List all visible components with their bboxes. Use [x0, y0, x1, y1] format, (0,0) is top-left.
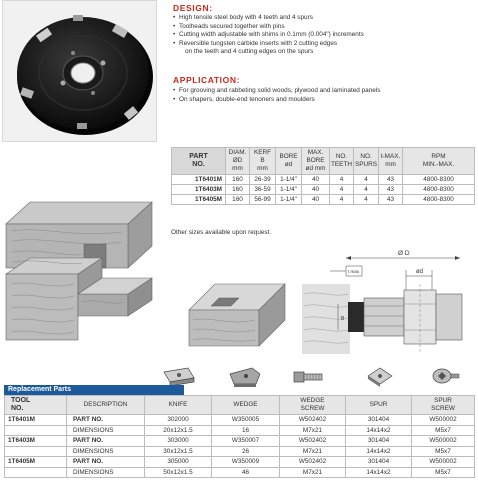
rp-cell: 14x14x2 — [346, 425, 412, 436]
spec-header-row — [172, 148, 475, 175]
spec-cell: 56-99 — [250, 195, 276, 205]
wedge-screw-icon — [290, 364, 330, 388]
spec-cell: 4 — [330, 185, 354, 195]
rp-header-wedge: WEDGE — [212, 396, 280, 415]
dim-b-label: B — [341, 316, 345, 322]
spec-cell-part: 1T6405M — [172, 195, 226, 205]
design-bullet: • High tensile steel body with 4 teeth and 4 spurs — [173, 14, 473, 23]
product-photo — [2, 0, 157, 142]
rp-label-cell: PART NO. — [67, 436, 145, 447]
spec-cell: 4800-8300 — [403, 195, 475, 205]
spec-cell: 160 — [226, 195, 250, 205]
sizes-note: Other sizes available upon request. — [171, 229, 272, 236]
rp-cell: 26 — [212, 446, 280, 457]
spec-cell: 4 — [330, 175, 354, 185]
spec-header-rpm: RPM MIN.-MAX. — [403, 148, 475, 175]
rp-cell: W500002 — [412, 415, 475, 426]
spec-cell: 43 — [379, 185, 403, 195]
rp-tool-cell-empty — [5, 425, 67, 436]
spec-cell: 4800-8300 — [403, 175, 475, 185]
spec-cell-part: 1T6403M — [172, 185, 226, 195]
rp-cell: 302000 — [145, 415, 212, 426]
design-bullet: • Cutting width adjustable with shims in 0.1mm (0.004") increments — [173, 31, 473, 40]
spec-header-max-bore: MAX. BORE ød mm — [302, 148, 330, 175]
rp-header-row — [5, 396, 475, 415]
spec-cell: 1-1/4" — [276, 195, 302, 205]
rp-tool-cell: 1T6405M — [5, 457, 67, 468]
rp-cell: M7x21 — [280, 446, 346, 457]
rp-cell: W502402 — [280, 415, 346, 426]
rp-cell: W350005 — [212, 415, 280, 426]
spec-row — [172, 195, 475, 205]
rp-header-wedge-screw: WEDGE SCREW — [280, 396, 346, 415]
spec-row — [172, 175, 475, 185]
rp-cell: 20x12x1.5 — [145, 425, 212, 436]
spec-cell: 1-1/4" — [276, 185, 302, 195]
spec-header-tmax: t-MAX. mm — [379, 148, 403, 175]
rp-cell: M5x7 — [412, 446, 475, 457]
rp-label-cell: DIMENSIONS — [67, 446, 145, 457]
design-bullet-continuation: on the teeth and 4 cutting edges on the spurs — [185, 48, 314, 56]
rp-row — [5, 436, 475, 447]
spec-header-bore: BORE ød — [276, 148, 302, 175]
design-bullet: • Toolheads secured together with pins — [173, 23, 473, 32]
spec-header-spurs: NO. SPURS — [354, 148, 379, 175]
spec-header-kerf: KERF B mm — [250, 148, 276, 175]
application-bullet: • On shapers, double-end tenoners and moulders — [173, 96, 473, 105]
spec-row — [172, 185, 475, 195]
spec-cell: 160 — [226, 175, 250, 185]
rp-cell: 46 — [212, 467, 280, 478]
design-heading: DESIGN: — [173, 3, 213, 13]
rp-cell: 303000 — [145, 436, 212, 447]
rp-row — [5, 467, 475, 478]
rp-header-spur: SPUR — [346, 396, 412, 415]
rp-row — [5, 415, 475, 426]
wood-profile-drawing — [2, 196, 162, 346]
rp-header-knife: KNIFE — [145, 396, 212, 415]
spec-table — [171, 147, 475, 205]
rp-tool-cell: 1T6403M — [5, 436, 67, 447]
design-bullets — [173, 14, 473, 57]
rp-cell: 305000 — [145, 457, 212, 468]
rp-cell: 301404 — [346, 457, 412, 468]
rp-cell: M5x7 — [412, 467, 475, 478]
rp-label-cell: DIMENSIONS — [67, 425, 145, 436]
rp-row — [5, 446, 475, 457]
rp-row — [5, 425, 475, 436]
replacement-parts-table — [4, 395, 475, 478]
spur-icon — [360, 364, 400, 388]
rp-cell: 301404 — [346, 436, 412, 447]
rp-cell: 301404 — [346, 415, 412, 426]
rp-cell: W500002 — [412, 436, 475, 447]
dim-tmax-label: t max — [348, 269, 360, 274]
rp-tool-cell-empty — [5, 446, 67, 457]
rp-cell: W502402 — [280, 457, 346, 468]
spec-cell: 36-59 — [250, 185, 276, 195]
spec-cell: 160 — [226, 185, 250, 195]
spec-cell: 4 — [354, 175, 379, 185]
grooved-panel-drawing — [185, 270, 290, 350]
rp-header-tool: TOOL NO. — [5, 396, 67, 415]
rp-label-cell: PART NO. — [67, 415, 145, 426]
replacement-parts-banner: Replacement Parts — [4, 385, 184, 395]
rp-cell: 16 — [212, 425, 280, 436]
spec-cell: 4 — [354, 195, 379, 205]
rp-cell: 50x12x1.5 — [145, 467, 212, 478]
spec-cell: 4 — [354, 185, 379, 195]
rp-label-cell: DIMENSIONS — [67, 467, 145, 478]
spec-cell-part: 1T6401M — [172, 175, 226, 185]
spec-cell: 40 — [302, 185, 330, 195]
design-bullet: • Reversible tungsten carbide inserts with 2 cutting edges — [173, 40, 473, 49]
dim-bore-label: ød — [416, 269, 424, 275]
spec-cell: 1-1/4" — [276, 175, 302, 185]
spec-cell: 40 — [302, 195, 330, 205]
rp-cell: W500002 — [412, 457, 475, 468]
spec-header-diam: DIAM. ØD mm — [226, 148, 250, 175]
rp-tool-cell-empty — [5, 467, 67, 478]
cutter-head-image — [3, 1, 158, 143]
rp-cell: M5x7 — [412, 425, 475, 436]
rp-cell: W502402 — [280, 436, 346, 447]
rp-cell: M7x21 — [280, 467, 346, 478]
spec-cell: 4 — [330, 195, 354, 205]
application-heading: APPLICATION: — [173, 75, 241, 85]
spur-screw-icon — [424, 364, 464, 388]
application-bullet: • For grooving and rabbeting solid woods, plywood and laminated panels — [173, 87, 473, 96]
spec-header-teeth: NO. TEETH — [330, 148, 354, 175]
rp-cell: 14x14x2 — [346, 446, 412, 457]
spec-cell: 26-39 — [250, 175, 276, 185]
application-bullets — [173, 87, 473, 104]
rp-cell: 14x14x2 — [346, 467, 412, 478]
rp-cell: M7x21 — [280, 425, 346, 436]
spec-cell: 4800-8300 — [403, 185, 475, 195]
spec-cell: 40 — [302, 175, 330, 185]
spec-cell: 43 — [379, 175, 403, 185]
rp-label-cell: PART NO. — [67, 457, 145, 468]
cross-section-drawing — [298, 244, 476, 356]
rp-cell: W350007 — [212, 436, 280, 447]
wedge-icon — [226, 364, 266, 388]
rp-cell: 30x12x1.5 — [145, 446, 212, 457]
rp-header-spur-screw: SPUR SCREW — [412, 396, 475, 415]
spec-cell: 43 — [379, 195, 403, 205]
rp-tool-cell: 1T6401M — [5, 415, 67, 426]
rp-row — [5, 457, 475, 468]
dim-d-label: Ø D — [398, 250, 410, 257]
spec-header-part: PART NO. — [172, 148, 226, 175]
rp-cell: W350009 — [212, 457, 280, 468]
rp-header-description: DESCRIPTION — [67, 396, 145, 415]
